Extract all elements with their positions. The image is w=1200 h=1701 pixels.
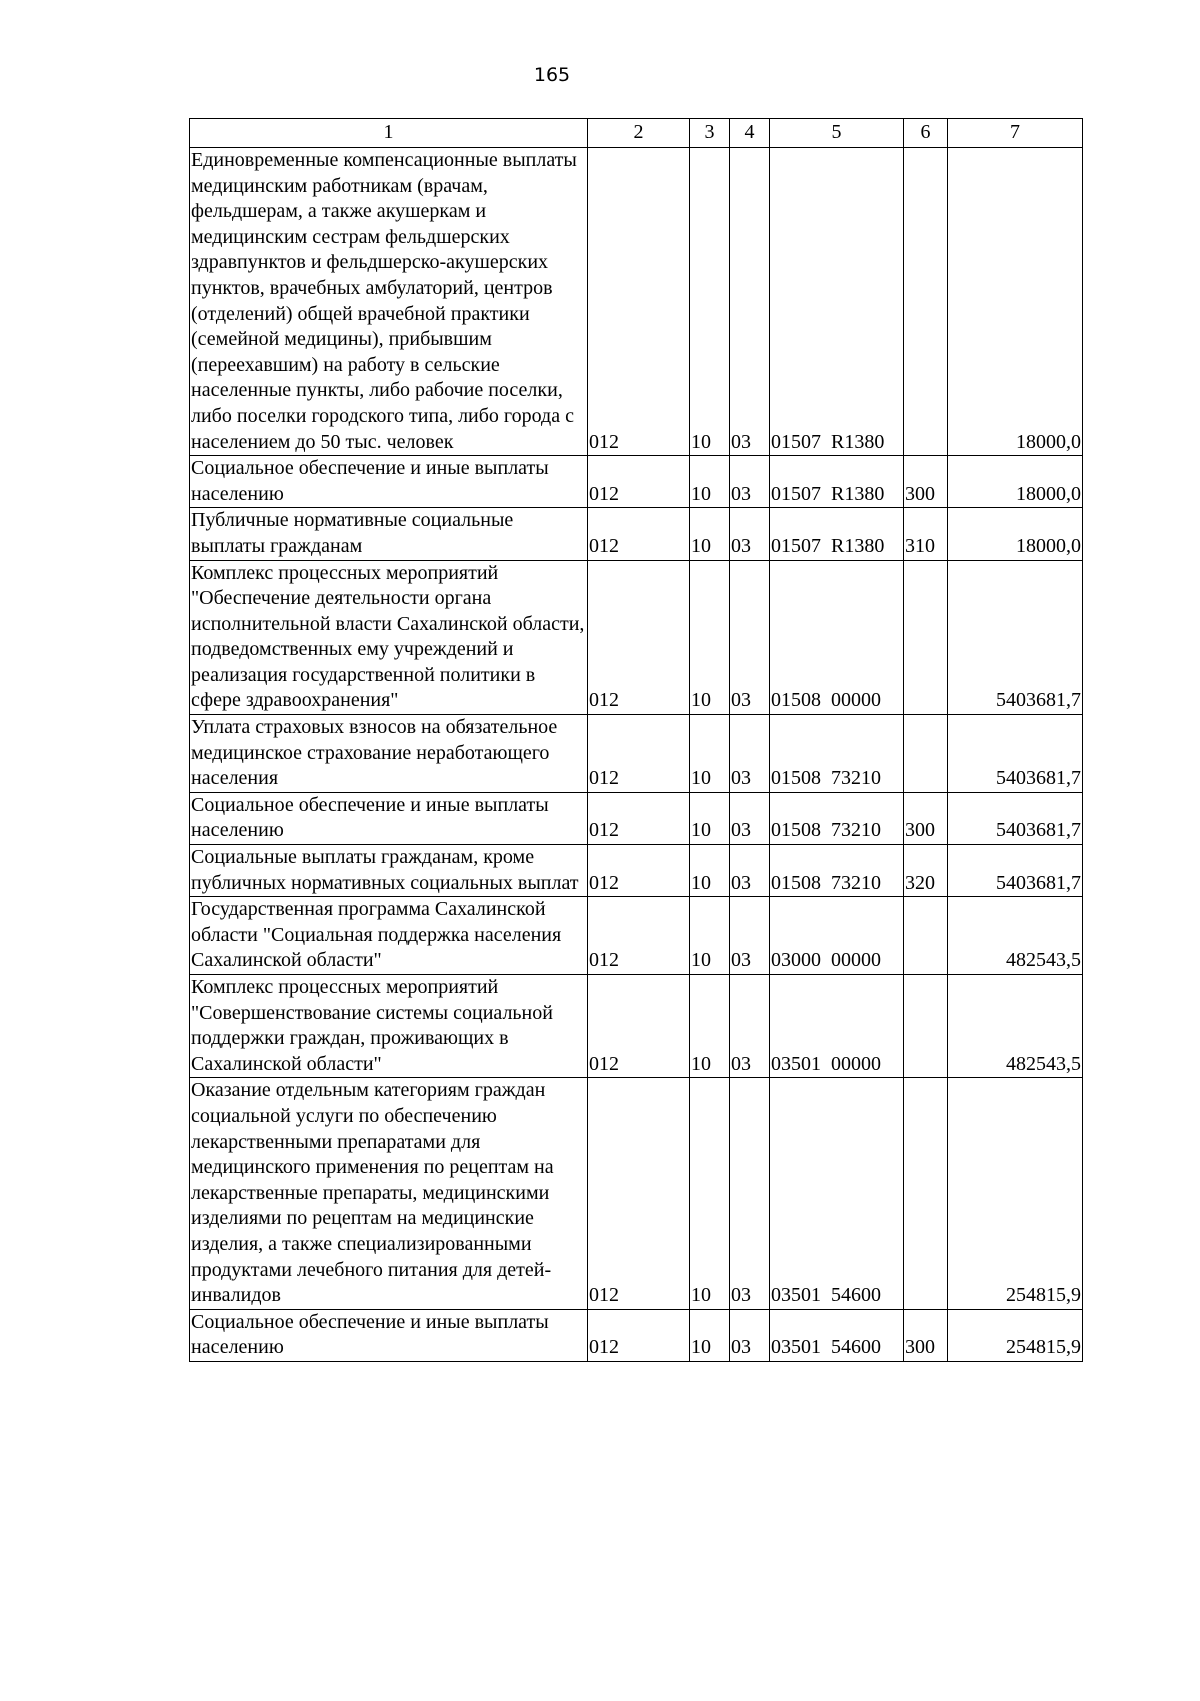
- target-article-cell: 01507 R1380: [770, 148, 904, 456]
- subsection-code-cell: 03: [730, 1309, 770, 1361]
- section-code-cell: 10: [690, 148, 730, 456]
- amount-cell: 5403681,7: [948, 845, 1083, 897]
- row-name-cell: Оказание отдельным категориям граждан социальной услуги по обеспечению лекарственными препаратами для медицинского применения по рецептам на лекарственные препараты, медицинскими изделиями по рецептам на медицинские изделия, а также специализированными продуктами лечебного питания для детей-инвалидов: [190, 1078, 588, 1309]
- section-code-cell: 10: [690, 792, 730, 844]
- amount-cell: 5403681,7: [948, 715, 1083, 793]
- target-article-cell: 01508 73210: [770, 792, 904, 844]
- row-name-cell: Социальное обеспечение и иные выплаты населению: [190, 792, 588, 844]
- amount-cell: 254815,9: [948, 1078, 1083, 1309]
- expense-type-cell: 300: [904, 792, 948, 844]
- expense-type-cell: 300: [904, 456, 948, 508]
- section-code-cell: 10: [690, 456, 730, 508]
- expense-type-cell: [904, 148, 948, 456]
- section-code-cell: 10: [690, 508, 730, 560]
- subsection-code-cell: 03: [730, 845, 770, 897]
- header-col-1: 1: [190, 119, 588, 148]
- section-code-cell: 10: [690, 715, 730, 793]
- row-name-cell: Комплекс процессных мероприятий "Совершенствование системы социальной поддержки граждан, проживающих в Сахалинской области": [190, 975, 588, 1078]
- ministry-code-cell: 012: [588, 715, 690, 793]
- target-article-cell: 01507 R1380: [770, 456, 904, 508]
- section-code-cell: 10: [690, 845, 730, 897]
- section-code-cell: 10: [690, 975, 730, 1078]
- row-name-cell: Комплекс процессных мероприятий "Обеспечение деятельности органа исполнительной власти Сахалинской области, подведомственных ему учреждений и реализация государственной политики в сфере здравоохранения": [190, 560, 588, 715]
- header-col-2: 2: [588, 119, 690, 148]
- target-article-cell: 03501 54600: [770, 1309, 904, 1361]
- expense-type-cell: [904, 897, 948, 975]
- row-name-cell: Единовременные компенсационные выплаты медицинским работникам (врачам, фельдшерам, а также акушеркам и медицинским сестрам фельдшерских здравпунктов и фельдшерско-акушерских пунктов, врачебных амбулаторий, центров (отделений) общей врачебной практики (семейной медицины), прибывшим (переехавшим) на работу в сельские населенные пункты, либо рабочие поселки, либо поселки городского типа, либо города с населением до 50 тыс. человек: [190, 148, 588, 456]
- ministry-code-cell: 012: [588, 975, 690, 1078]
- ministry-code-cell: 012: [588, 1309, 690, 1361]
- subsection-code-cell: 03: [730, 897, 770, 975]
- table-row: [190, 560, 1083, 715]
- subsection-code-cell: 03: [730, 975, 770, 1078]
- ministry-code-cell: 012: [588, 508, 690, 560]
- header-col-7: 7: [948, 119, 1083, 148]
- ministry-code-cell: 012: [588, 456, 690, 508]
- table-row: [190, 1078, 1083, 1309]
- ministry-code-cell: 012: [588, 1078, 690, 1309]
- subsection-code-cell: 03: [730, 148, 770, 456]
- section-code-cell: 10: [690, 560, 730, 715]
- table-row: [190, 845, 1083, 897]
- row-name-cell: Публичные нормативные социальные выплаты гражданам: [190, 508, 588, 560]
- subsection-code-cell: 03: [730, 456, 770, 508]
- section-code-cell: 10: [690, 897, 730, 975]
- subsection-code-cell: 03: [730, 715, 770, 793]
- row-name-cell: Социальные выплаты гражданам, кроме публичных нормативных социальных выплат: [190, 845, 588, 897]
- row-name-cell: Социальное обеспечение и иные выплаты населению: [190, 456, 588, 508]
- expense-type-cell: [904, 560, 948, 715]
- table-row: [190, 1309, 1083, 1361]
- target-article-cell: 01508 73210: [770, 845, 904, 897]
- header-col-5: 5: [770, 119, 904, 148]
- expense-type-cell: [904, 1078, 948, 1309]
- amount-cell: 18000,0: [948, 508, 1083, 560]
- table-row: [190, 897, 1083, 975]
- amount-cell: 5403681,7: [948, 792, 1083, 844]
- target-article-cell: 03501 00000: [770, 975, 904, 1078]
- budget-table: [189, 118, 1083, 1362]
- table-row: [190, 456, 1083, 508]
- subsection-code-cell: 03: [730, 560, 770, 715]
- expense-type-cell: [904, 715, 948, 793]
- table-row: [190, 975, 1083, 1078]
- target-article-cell: 03501 54600: [770, 1078, 904, 1309]
- ministry-code-cell: 012: [588, 560, 690, 715]
- row-name-cell: Уплата страховых взносов на обязательное медицинское страхование неработающего населения: [190, 715, 588, 793]
- table-row: [190, 148, 1083, 456]
- target-article-cell: 01508 73210: [770, 715, 904, 793]
- target-article-cell: 01507 R1380: [770, 508, 904, 560]
- expense-type-cell: 300: [904, 1309, 948, 1361]
- table-row: [190, 715, 1083, 793]
- amount-cell: 254815,9: [948, 1309, 1083, 1361]
- subsection-code-cell: 03: [730, 1078, 770, 1309]
- ministry-code-cell: 012: [588, 792, 690, 844]
- expense-type-cell: 310: [904, 508, 948, 560]
- row-name-cell: Социальное обеспечение и иные выплаты населению: [190, 1309, 588, 1361]
- amount-cell: 482543,5: [948, 897, 1083, 975]
- ministry-code-cell: 012: [588, 897, 690, 975]
- header-col-6: 6: [904, 119, 948, 148]
- amount-cell: 18000,0: [948, 456, 1083, 508]
- amount-cell: 482543,5: [948, 975, 1083, 1078]
- subsection-code-cell: 03: [730, 508, 770, 560]
- section-code-cell: 10: [690, 1078, 730, 1309]
- target-article-cell: 01508 00000: [770, 560, 904, 715]
- section-code-cell: 10: [690, 1309, 730, 1361]
- expense-type-cell: [904, 975, 948, 1078]
- amount-cell: 5403681,7: [948, 560, 1083, 715]
- header-col-3: 3: [690, 119, 730, 148]
- table-row: [190, 508, 1083, 560]
- page-number: 165: [533, 64, 571, 86]
- table-body: [190, 148, 1083, 1362]
- row-name-cell: Государственная программа Сахалинской области "Социальная поддержка населения Сахалинской области": [190, 897, 588, 975]
- table-row: [190, 792, 1083, 844]
- header-row: [190, 119, 1083, 148]
- ministry-code-cell: 012: [588, 845, 690, 897]
- header-col-4: 4: [730, 119, 770, 148]
- expense-type-cell: 320: [904, 845, 948, 897]
- subsection-code-cell: 03: [730, 792, 770, 844]
- amount-cell: 18000,0: [948, 148, 1083, 456]
- ministry-code-cell: 012: [588, 148, 690, 456]
- target-article-cell: 03000 00000: [770, 897, 904, 975]
